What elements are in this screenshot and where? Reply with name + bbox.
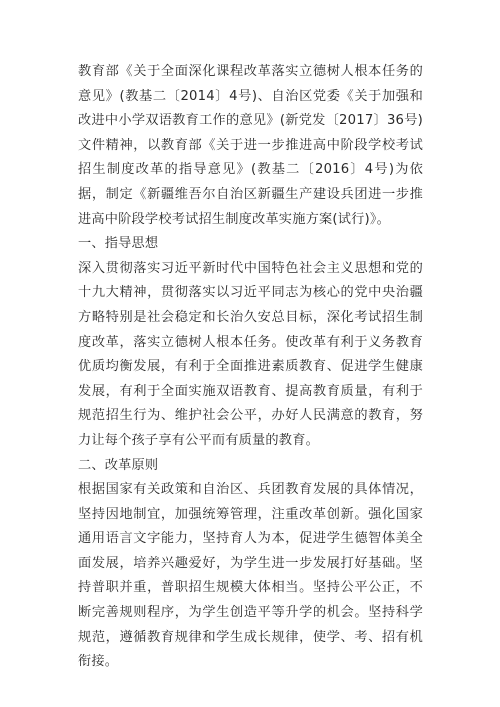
section-heading-reform-principles: 二、改革原则 <box>78 457 159 473</box>
intro-paragraph: 教育部《关于全面深化课程改革落实立德树人根本任务的意见》(教基二〔2014〕4号)、自治区党委《关于加强和改进中小学双语教育工作的意见》(新党发〔2017〕36号)文件精神，以教育部《关于进一步推进高中阶段学校考试招生制度改革的指导意见》(教基二〔2016〕4号)为依据，制定《新疆维吾尔自治区新疆生产建设兵团进一步推进高中阶段学校考试招生制度改革实施方案(试行)》。 <box>78 64 423 227</box>
section-body-reform-principles: 根据国家有关政策和自治区、兵团教育发展的具体情况，坚持因地制宜，加强统筹管理，注重改革创新。强化国家通用语言文字能力，坚持育人为本，促进学生德智体美全面发展，培养兴趣爱好，为学生进一步发展打好基础。坚持普职并重，普职招生规模大体相当。坚持公平公正，不断完善规则程序，为学生创造平等升学的机会。坚持科学规范，遵循教育规律和学生成长规律，使学、考、招有机衔接。 <box>78 482 423 670</box>
section-body-guiding-thought: 深入贯彻落实习近平新时代中国特色社会主义思想和党的十九大精神，贯彻落实以习近平同志为核心的党中央治疆方略特别是社会稳定和长治久安总目标，深化考试招生制度改革，落实立德树人根本任务。使改革有利于义务教育优质均衡发展，有利于全面推进素质教育、促进学生健康发展，有利于全面实施双语教育、提高教育质量，有利于规范招生行为、维护社会公平，办好人民满意的教育，努力让每个孩子享有公平而有质量的教育。 <box>78 260 423 448</box>
document-content <box>78 60 423 675</box>
section-heading-guiding-thought: 一、指导思想 <box>78 236 159 252</box>
